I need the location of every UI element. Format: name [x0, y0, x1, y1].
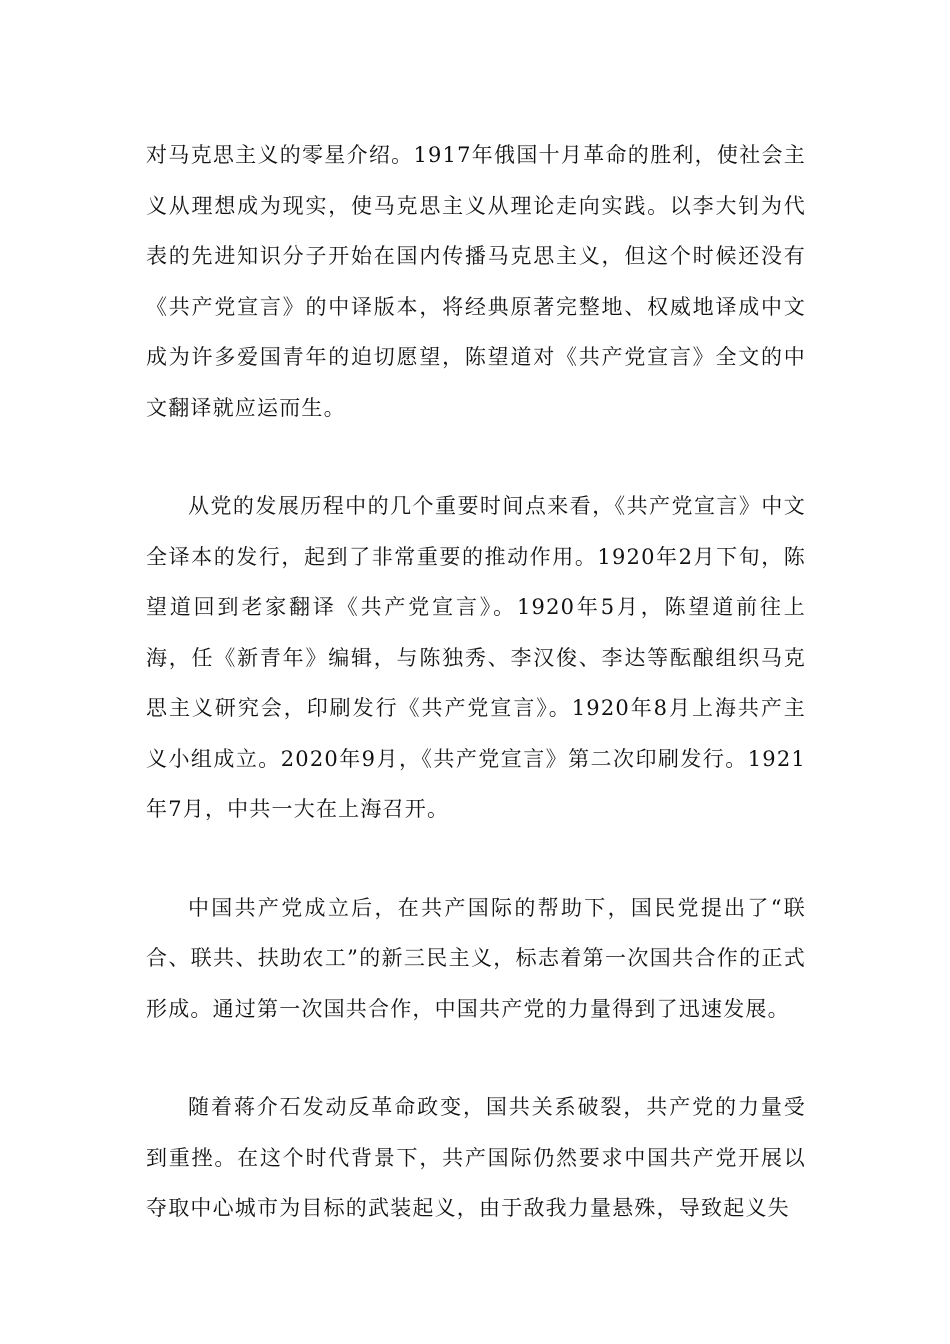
paragraph: 从党的发展历程中的几个重要时间点来看，《共产党宣言》中文全译本的发行，起到了非常重要的推动作用。1920年2月下旬，陈望道回到老家翻译《共产党宣言》。1920年5月，陈望道前往上海，任《新青年》编辑，与陈独秀、李汉俊、李达等酝酿组织马克思主义研究会，印刷发行《共产党宣言》。1920年8月上海共产主义小组成立。2020年9月，《共产党宣言》第二次印刷发行。1921年7月，中共一大在上海召开。	[146, 494, 806, 821]
paragraph-continuation: 对马克思主义的零星介绍。1917年俄国十月革命的胜利，使社会主义从理想成为现实，使马克思主义从理论走向实践。以李大钊为代表的先进知识分子开始在国内传播马克思主义，但这个时候还没有《共产党宣言》的中译版本，将经典原著完整地、权威地译成中文成为许多爱国青年的迫切愿望，陈望道对《共产党宣言》全文的中文翻译就应运而生。	[146, 143, 806, 420]
paragraph: 中国共产党成立后，在共产国际的帮助下，国民党提出了“联合、联共、扶助农工”的新三民主义，标志着第一次国共合作的正式形成。通过第一次国共合作，中国共产党的力量得到了迅速发展。	[146, 895, 806, 1021]
document-body	[146, 130, 806, 1234]
paragraph: 随着蒋介石发动反革命政变，国共关系破裂，共产党的力量受到重挫。在这个时代背景下，共产国际仍然要求中国共产党开展以夺取中心城市为目标的武装起义，由于敌我力量悬殊，导致起义失	[146, 1095, 806, 1220]
